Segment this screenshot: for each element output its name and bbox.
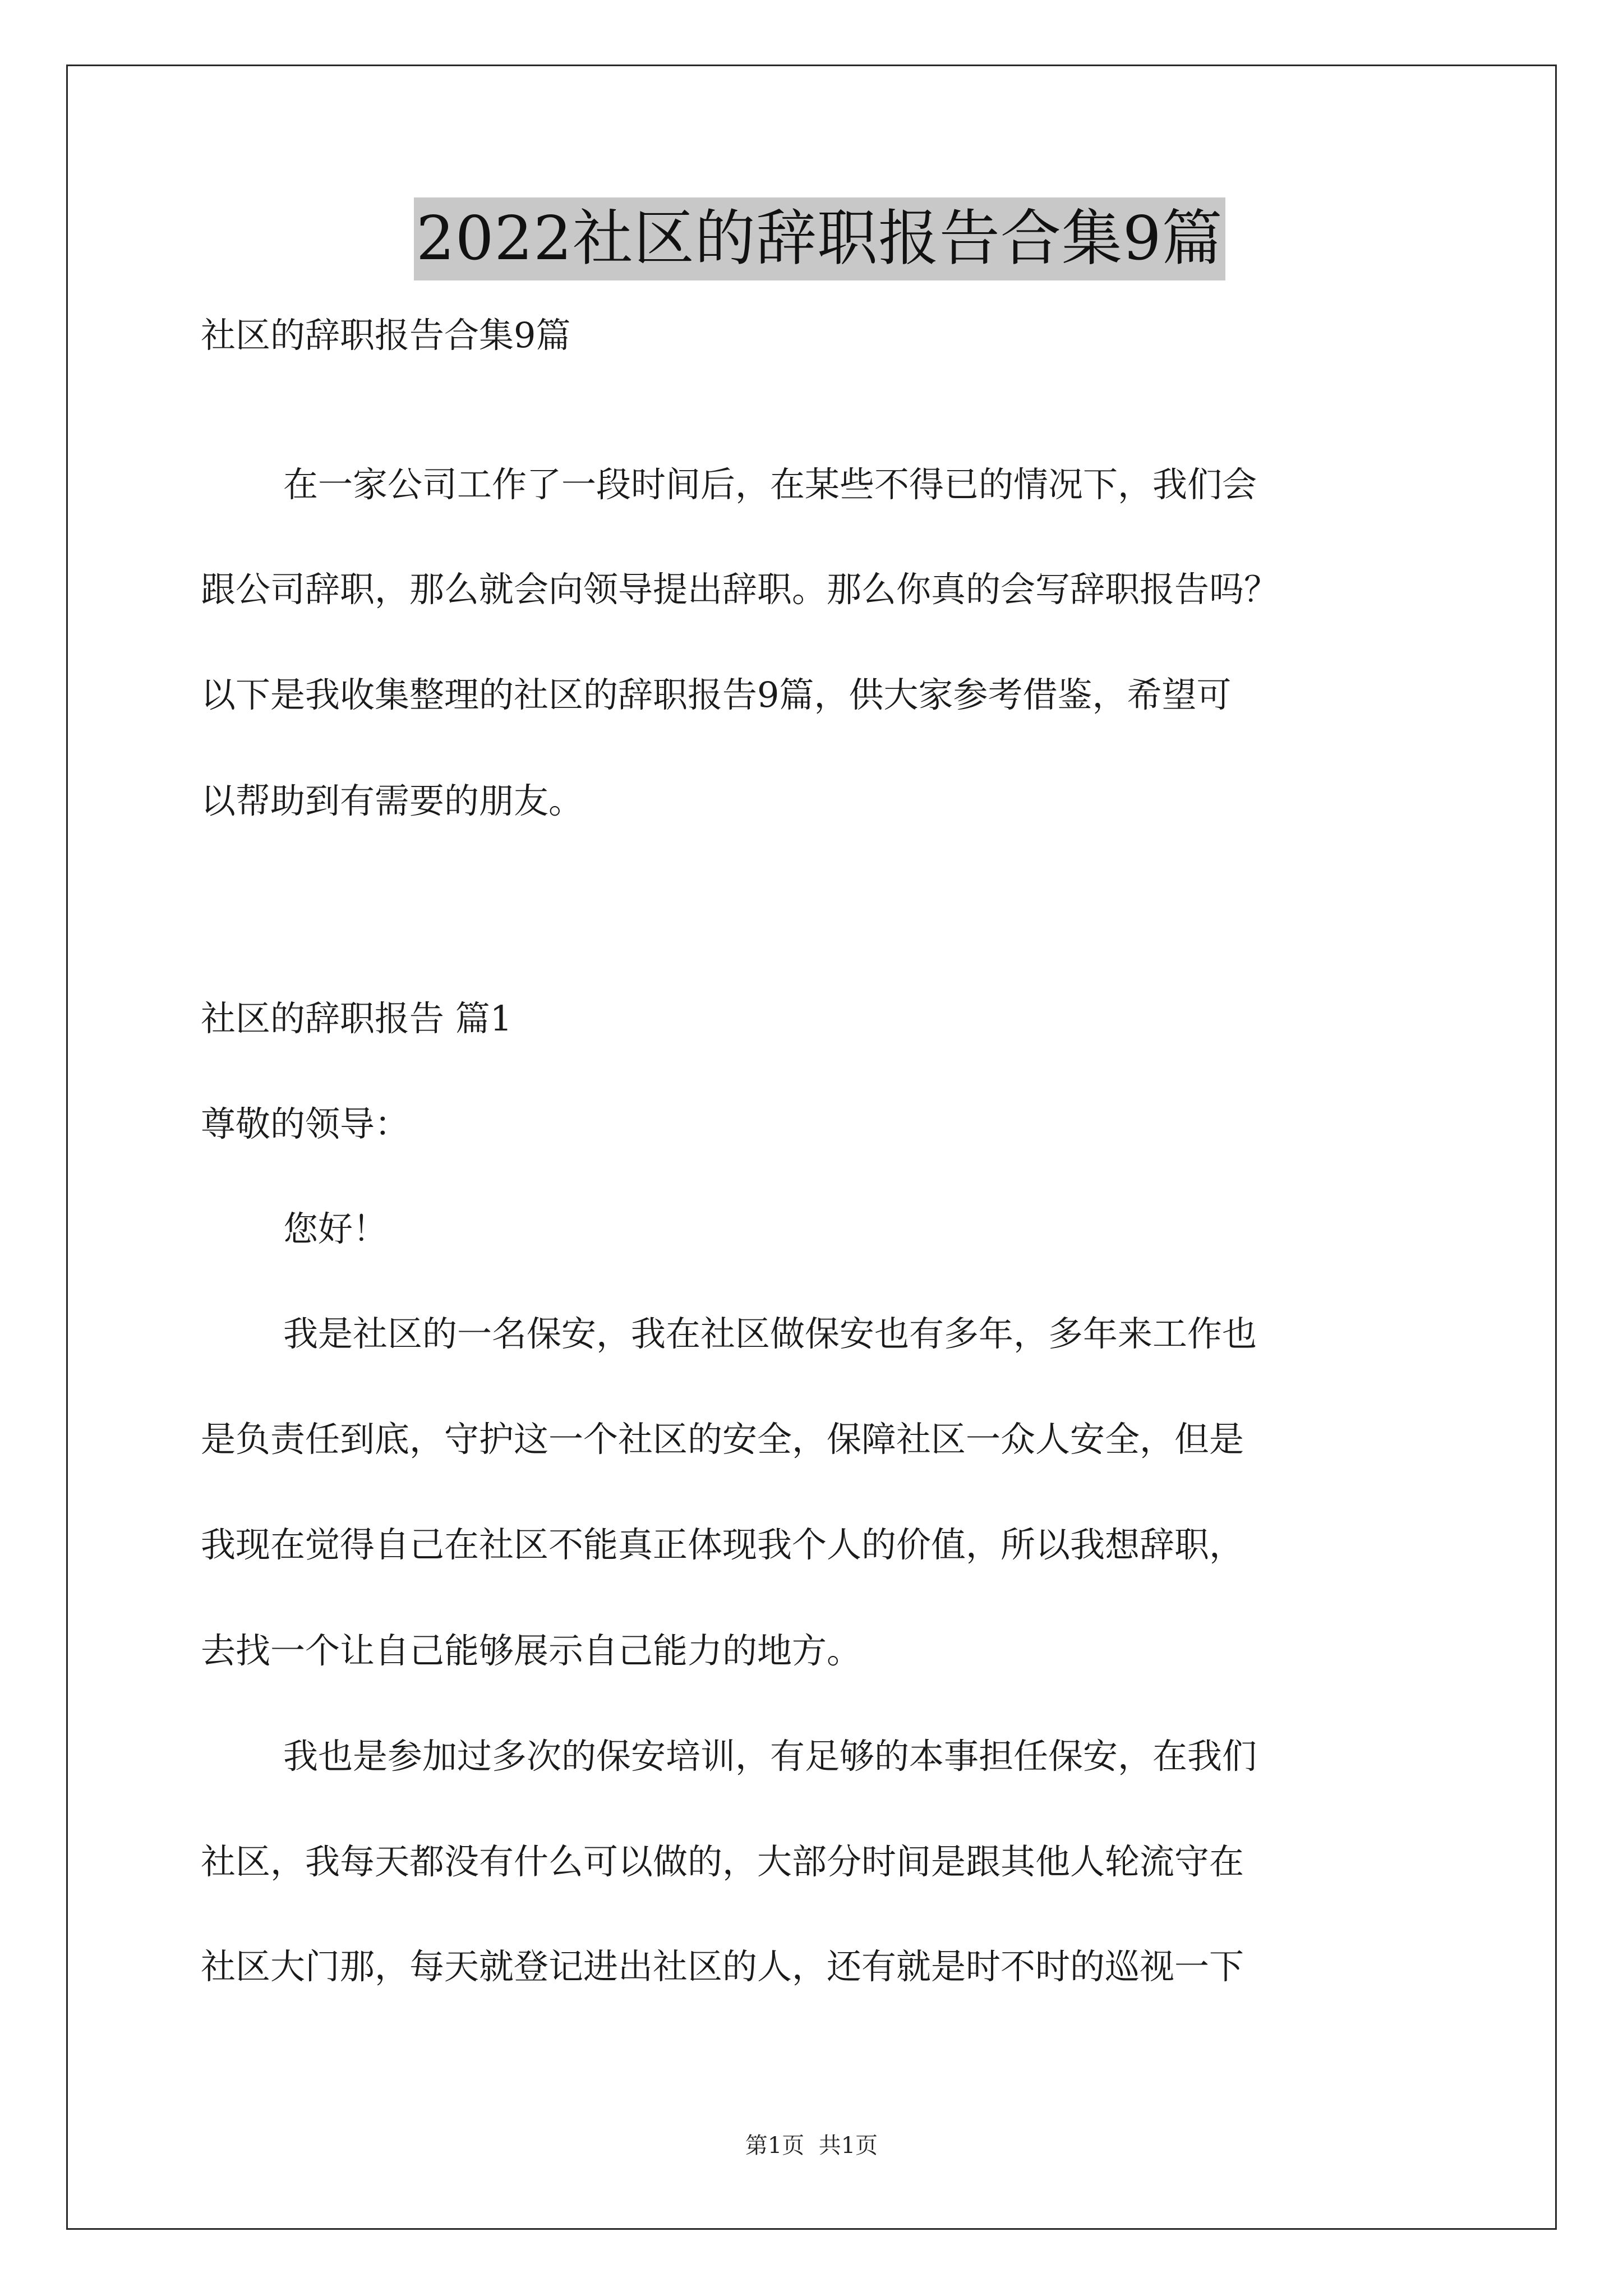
paragraph-line: 是负责任到底，守护这一个社区的安全，保障社区一众人安全，但是 bbox=[201, 1419, 1244, 1460]
section-heading: 社区的辞职报告 篇1 bbox=[201, 998, 513, 1039]
salutation: 尊敬的领导： bbox=[201, 1103, 410, 1144]
paragraph-line: 社区大门那，每天就登记进出社区的人，还有就是时不时的巡视一下 bbox=[201, 1946, 1244, 1987]
paragraph-line: 我现在觉得自己在社区不能真正体现我个人的价值，所以我想辞职， bbox=[201, 1524, 1244, 1565]
paragraph-line: 以下是我收集整理的社区的辞职报告9篇，供大家参考借鉴，希望可 bbox=[201, 674, 1232, 715]
greeting: 您好！ bbox=[283, 1208, 388, 1249]
paragraph-line: 以帮助到有需要的朋友。 bbox=[201, 780, 584, 821]
paragraph-line: 跟公司辞职，那么就会向领导提出辞职。那么你真的会写辞职报告吗？ bbox=[201, 569, 1279, 610]
paragraph-line: 去找一个让自己能够展示自己能力的地方。 bbox=[201, 1630, 862, 1671]
paragraph-line: 在一家公司工作了一段时间后，在某些不得已的情况下，我们会 bbox=[283, 464, 1257, 505]
paragraph-line: 社区，我每天都没有什么可以做的，大部分时间是跟其他人轮流守在 bbox=[201, 1841, 1244, 1882]
page-frame bbox=[66, 65, 1557, 2230]
paragraph-line: 我也是参加过多次的保安培训，有足够的本事担任保安，在我们 bbox=[283, 1736, 1257, 1777]
subtitle-line: 社区的辞职报告合集9篇 bbox=[201, 315, 571, 356]
document-title: 2022社区的辞职报告合集9篇 bbox=[414, 197, 1225, 280]
paragraph-line: 我是社区的一名保安，我在社区做保安也有多年，多年来工作也 bbox=[283, 1313, 1257, 1354]
page-number-footer: 第1页 共1页 bbox=[745, 2133, 878, 2159]
